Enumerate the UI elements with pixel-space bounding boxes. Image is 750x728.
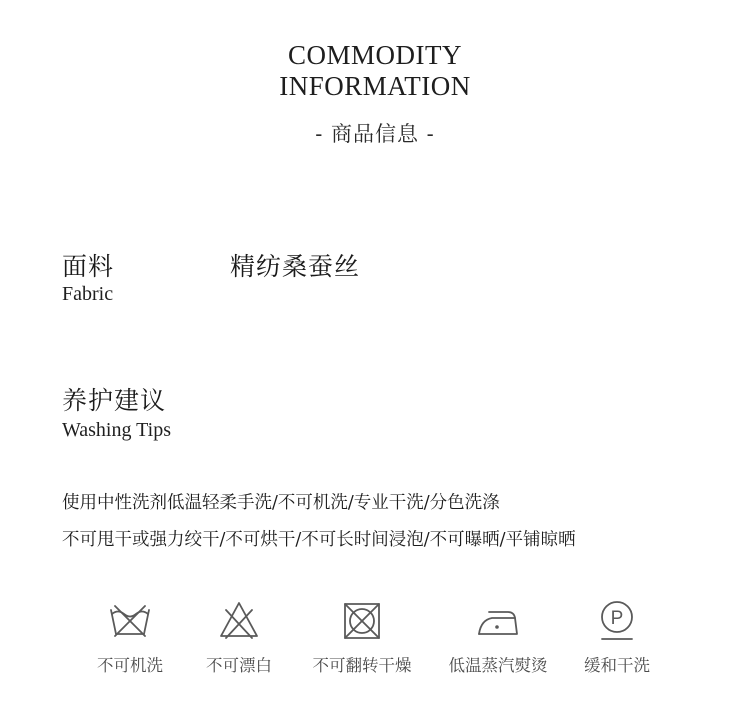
fabric-label-cn: 面料 [62, 252, 115, 281]
care-item-no-tumble-dry [297, 598, 427, 676]
svg-text:P: P [610, 608, 624, 629]
no-tumble-dry-icon [339, 598, 385, 644]
care-label: 不可翻转干燥 [312, 656, 412, 675]
washing-label-en: Washing Tips [62, 419, 171, 441]
no-bleach-icon [216, 598, 262, 644]
fabric-label-en: Fabric [62, 283, 114, 305]
washing-tip-line-1: 使用中性洗剂低温轻柔手洗/不可机洗/专业干洗/分色洗涤 [62, 493, 500, 513]
care-icons-row [0, 598, 750, 698]
title-line-2: INFORMATION [279, 71, 471, 101]
title-line-1: COMMODITY [287, 40, 462, 70]
care-label: 不可机洗 [97, 656, 163, 675]
washing-tip-line-2: 不可甩干或强力绞干/不可烘干/不可长时间浸泡/不可曝晒/平铺晾晒 [62, 530, 576, 550]
care-item-no-bleach [174, 598, 304, 676]
page-subtitle: - 商品信息 - [315, 122, 435, 146]
care-label: 不可漂白 [206, 656, 272, 675]
dry-clean-icon [594, 598, 640, 644]
no-machine-wash-icon [107, 598, 153, 644]
care-item-dry-clean [552, 598, 682, 676]
fabric-value: 精纺桑蚕丝 [230, 252, 361, 281]
care-label: 低温蒸汽熨烫 [448, 656, 548, 675]
care-item-low-temp-iron [433, 598, 563, 676]
low-temp-iron-icon [475, 598, 521, 644]
page-title [0, 40, 750, 102]
care-label: 缓和干洗 [584, 656, 650, 675]
washing-label-cn: 养护建议 [62, 386, 167, 415]
